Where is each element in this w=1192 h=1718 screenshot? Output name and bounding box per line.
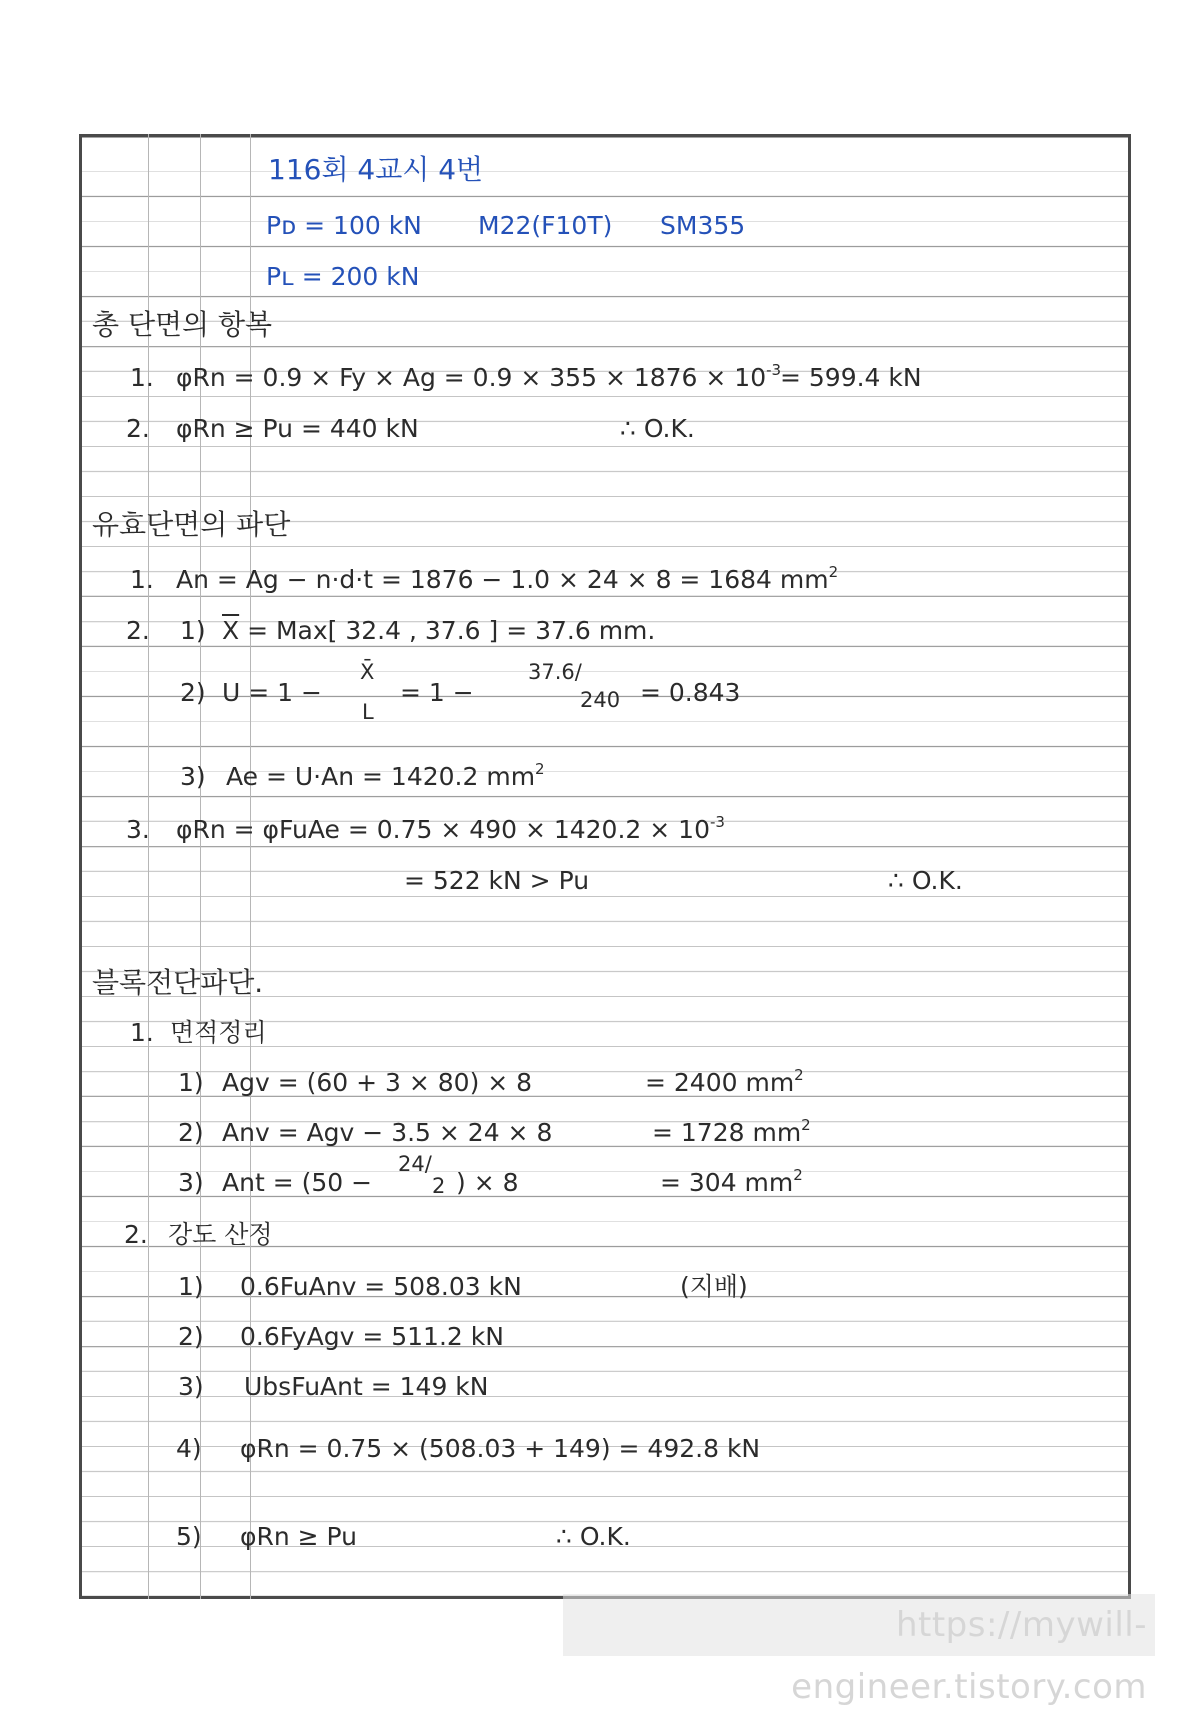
ok-mark: ∴ O.K. <box>888 866 963 895</box>
sub-step-number: 2) <box>178 1322 204 1351</box>
bolt-spec: M22(F10T) <box>478 211 613 240</box>
live-load: Pʟ = 200 kN <box>266 262 420 291</box>
formula-line: φRn ≥ Pu = 440 kN <box>176 414 419 443</box>
margin-line <box>148 134 149 1599</box>
section-heading-gross-yield: 총 단면의 항복 <box>92 308 273 341</box>
fraction-numerator: X̄ <box>360 660 375 684</box>
step-number: 2. <box>126 616 150 645</box>
sub-step-number: 3) <box>178 1168 204 1197</box>
ok-mark: ∴ O.K. <box>620 414 695 443</box>
section-heading-net-fracture: 유효단면의 파단 <box>92 508 291 541</box>
formula-result: = 304 $mm^2$ <box>660 1166 803 1197</box>
formula-line: Ant = (50 − <box>222 1168 373 1197</box>
formula-line: U = 1 − <box>222 678 322 707</box>
step-number: 1. <box>130 363 154 392</box>
sub-step-number: 3) <box>178 1372 204 1401</box>
sub-step-number: 3) <box>180 762 206 791</box>
sub-step-number: 1) <box>178 1272 204 1301</box>
formula-line: = 1 − <box>400 678 474 707</box>
fraction-denominator: L <box>362 700 374 724</box>
formula-line: = 522 kN > Pu <box>404 866 590 895</box>
formula-line: ) × 8 <box>456 1168 519 1197</box>
formula-line: An = Ag − n·d·t = 1876 − 1.0 × 24 × 8 = 1684 $mm^2$ <box>176 563 839 594</box>
formula-line: UbsFuAnt = 149 kN <box>244 1372 489 1401</box>
step-number: 2. <box>126 414 150 443</box>
formula-line: $\varphi Rn = 0.9 \times Fy \times Ag = 0.9 \times 355 \times 1876 \times 10^{-3}$ <box>176 361 782 392</box>
ok-mark: ∴ O.K. <box>556 1522 631 1551</box>
sub-step-number: 1) <box>180 616 206 645</box>
fraction-denominator: 240 <box>580 688 621 712</box>
formula-line: Ae = U·An = 1420.2 $mm^2$ <box>226 760 545 791</box>
step-title: 면적정리 <box>170 1018 267 1047</box>
step-number: 2. <box>124 1220 148 1249</box>
step-number: 3. <box>126 815 150 844</box>
formula-line: 0.6FyAgv = 511.2 kN <box>240 1322 504 1351</box>
formula-result: = 2400 $mm^2$ <box>645 1066 804 1097</box>
steel-grade: SM355 <box>660 211 746 240</box>
fraction-numerator: 37.6/ <box>528 660 582 684</box>
section-heading-block-shear: 블록전단파단. <box>92 966 264 999</box>
formula-line: Agv = (60 + 3 × 80) × 8 <box>222 1068 533 1097</box>
formula-line: 0.6FuAnv = 508.03 kN <box>240 1272 522 1301</box>
notebook-sheet <box>79 134 1131 1599</box>
sub-step-number: 4) <box>176 1434 202 1463</box>
formula-result: = 599.4 kN <box>780 363 922 392</box>
step-number: 1. <box>130 565 154 594</box>
fraction-numerator: 24/ <box>398 1152 432 1176</box>
sub-step-number: 1) <box>178 1068 204 1097</box>
sub-step-number: 5) <box>176 1522 202 1551</box>
formula-line: φRn = 0.75 × (508.03 + 149) = 492.8 kN <box>240 1434 761 1463</box>
dead-load: Pᴅ = 100 kN <box>266 211 422 240</box>
formula-result: = 1728 $mm^2$ <box>652 1116 811 1147</box>
step-number: 1. <box>130 1018 154 1047</box>
sub-step-number: 2) <box>178 1118 204 1147</box>
formula-line: φRn = φFuAe = $0.75 \times 490 \times 1420.2 \times 10^{-3}$ <box>176 813 725 844</box>
fraction-denominator: 2 <box>432 1174 446 1198</box>
formula-result: = 0.843 <box>640 678 741 707</box>
problem-title: 116회 4교시 4번 <box>268 153 484 186</box>
formula-line: Anv = Agv − 3.5 × 24 × 8 <box>222 1118 553 1147</box>
formula-line: $\overline{X} = Max$[ 32.4 , 37.6 ] = 37.6 mm. <box>222 616 656 645</box>
sub-step-number: 2) <box>180 678 206 707</box>
step-title: 강도 산정 <box>168 1220 273 1249</box>
watermark-url: https://mywill-engineer.tistory.com <box>563 1594 1155 1656</box>
governing-note: (지배) <box>680 1272 748 1301</box>
formula-line: φRn ≥ Pu <box>240 1522 358 1551</box>
